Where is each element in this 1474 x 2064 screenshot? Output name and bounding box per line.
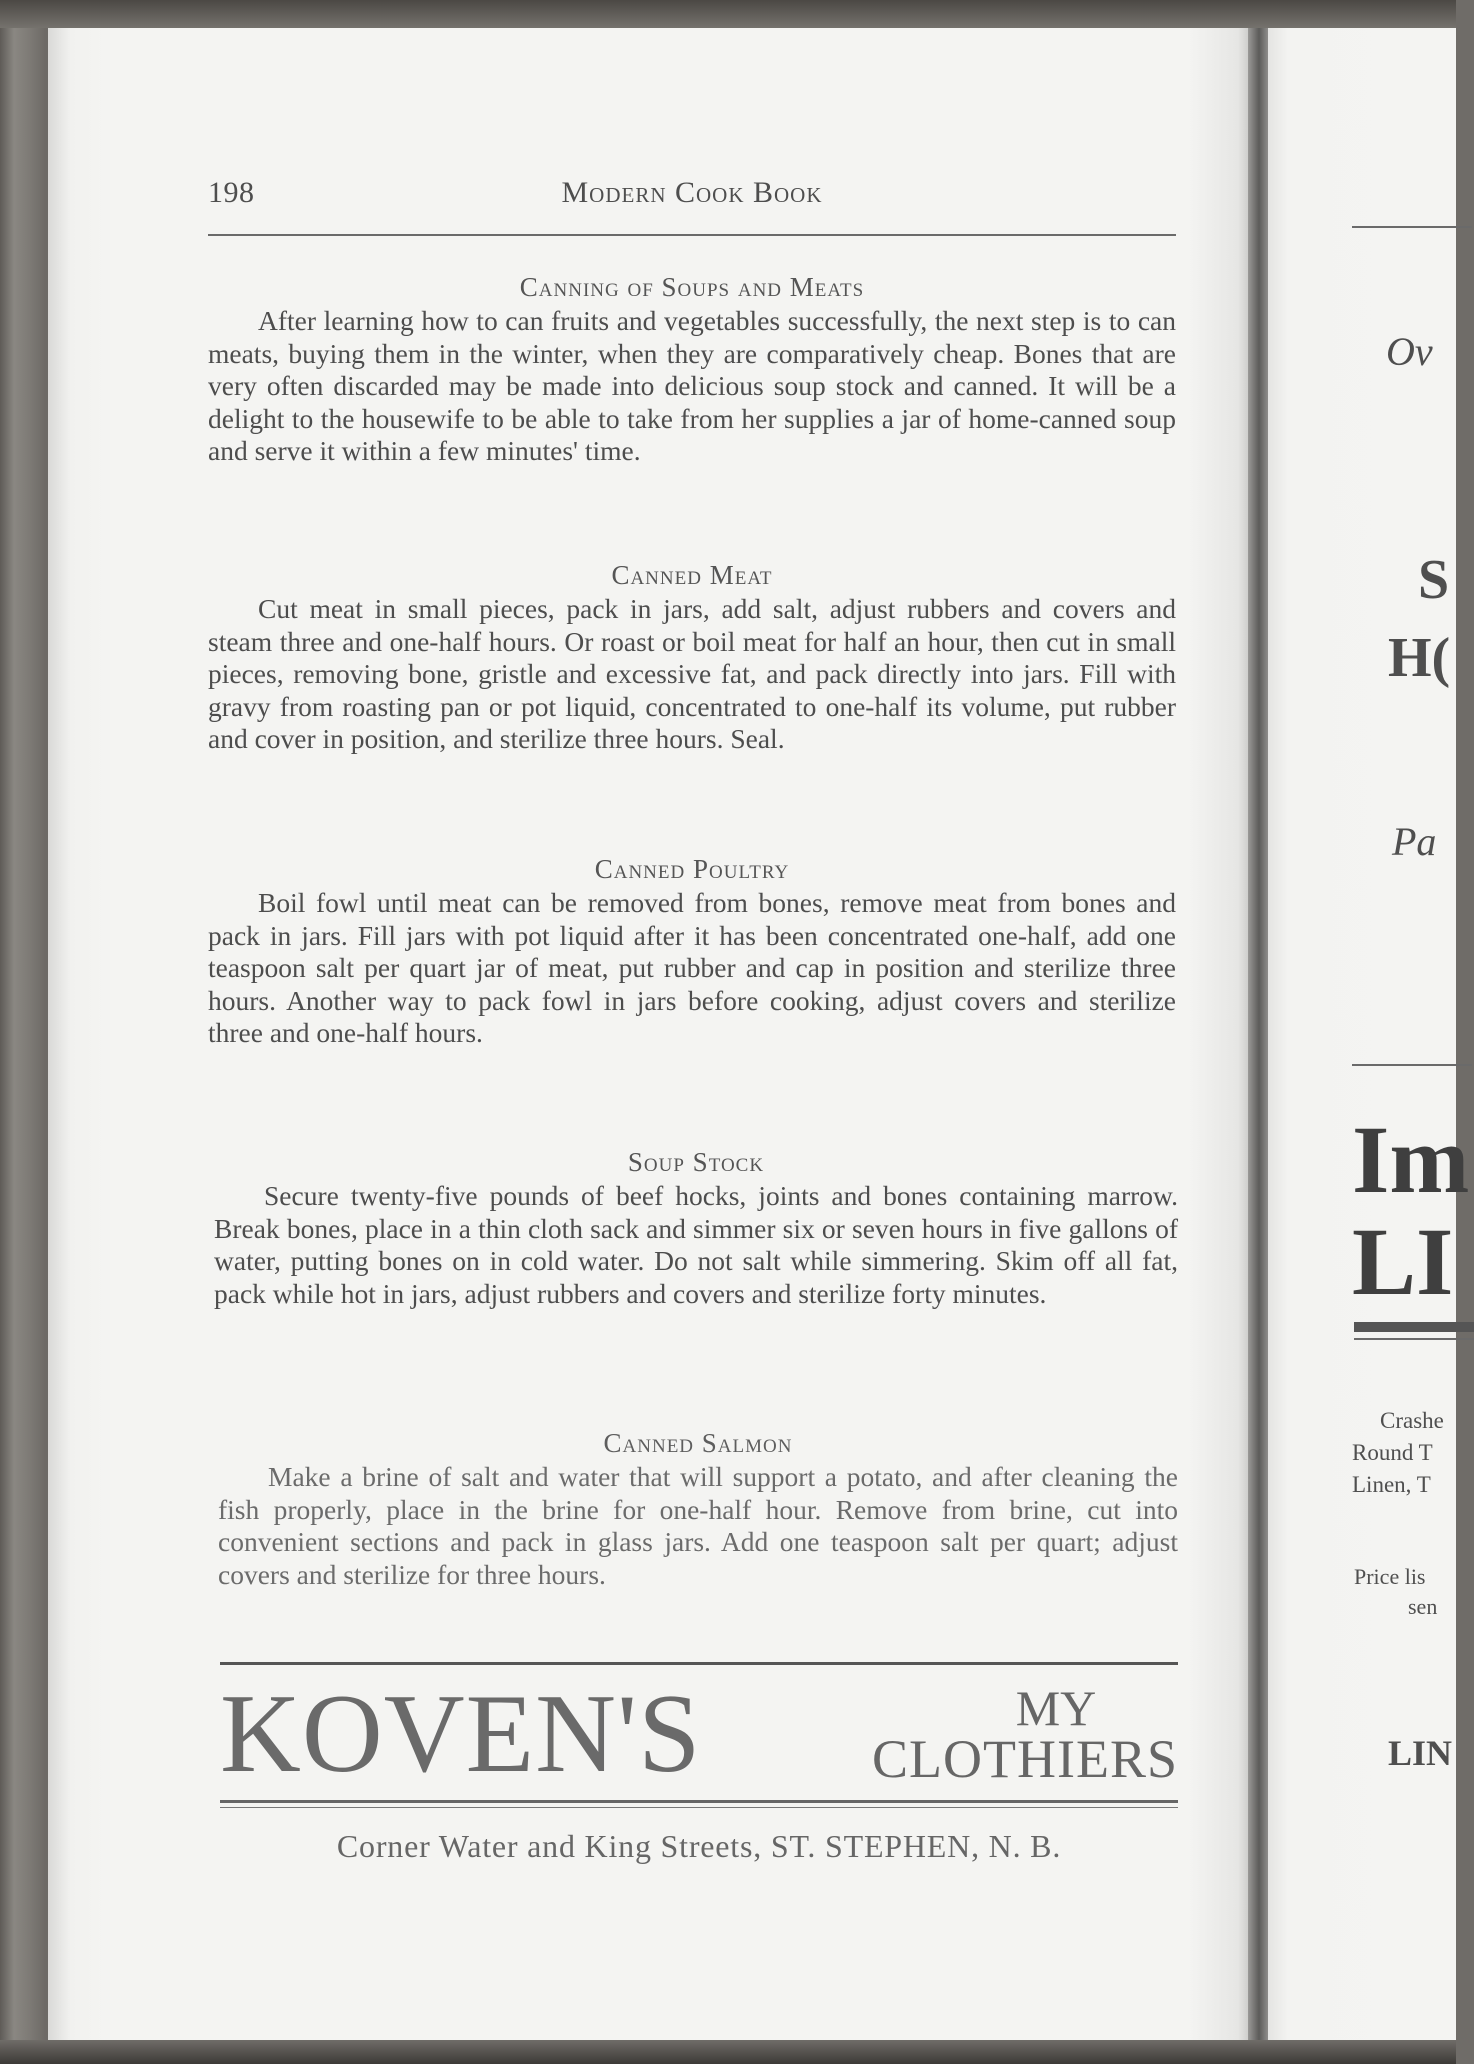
advertiser-tagline-top: MY (1015, 1680, 1097, 1736)
right-fragment-im: Im (1352, 1106, 1470, 1213)
advertiser-tagline-bottom: CLOTHIERS (872, 1729, 1178, 1789)
section-body: Make a brine of salt and water that will support a potato, and after cleaning the fish properly, place in the brine for one-half hour. Remove from brine, cut into convenient sections and pack in glass jars. Add one teaspoon salt per quart; adjust covers and sterilize for three hours. (218, 1461, 1178, 1590)
running-head (208, 176, 1176, 216)
section-soup-stock (214, 1147, 1178, 1310)
right-page-rule-mid (1352, 1064, 1472, 1066)
right-fragment-price: Price lis (1354, 1564, 1426, 1589)
advertiser-address: Corner Water and King Streets, ST. STEPHEN, N. B. (336, 1828, 1062, 1864)
right-fragment-h: H( (1388, 627, 1451, 689)
section-canned-salmon (218, 1428, 1178, 1591)
right-page-rule-top (1352, 226, 1472, 228)
advertisement-rule-bottom (220, 1800, 1178, 1803)
right-fragment-li: LI (1352, 1208, 1454, 1315)
section-heading: Canned Salmon (603, 1428, 793, 1458)
page-number: 198 (208, 176, 255, 209)
section-canned-meat (208, 560, 1176, 756)
section-body: After learning how to can fruits and vegetables successfully, the next step is to can meats, buying them in the winter, when they are comparatively cheap. Bones that are very often discarded may be made into delicious soup stock and canned. It will be a delight to the housewife to be able to take from her supplies a jar of home-canned soup and serve it within a few minutes' time. (208, 305, 1176, 467)
section-heading: Soup Stock (627, 1147, 765, 1177)
book-title: Modern Cook Book (561, 176, 823, 209)
section-heading: Canned Poultry (594, 854, 790, 884)
right-page (1268, 28, 1470, 2044)
right-fragment-linen: Linen, T (1352, 1472, 1431, 1497)
right-fragment-sen: sen (1408, 1594, 1438, 1619)
scan-bottom-edge (0, 2040, 1456, 2064)
right-fragment-pa: Pa (1392, 819, 1437, 864)
advertisement-rule-top (220, 1662, 1178, 1665)
right-fragment-round: Round T (1352, 1440, 1433, 1465)
advertiser-name: KOVEN'S (220, 1672, 702, 1796)
section-heading: Canned Meat (611, 560, 773, 590)
section-canning-soups-meats (208, 272, 1176, 468)
advertisement-rule-bottom-thin (220, 1807, 1178, 1808)
section-body: Boil fowl until meat can be removed from bones, remove meat from bones and pack in jars. Fill jars with pot liquid after it has been concentrated one-half, add one teaspoon salt per quart jar of meat, put rubber and cap in position and sterilize three hours. Another way to pack fowl in jars before cooking, adjust covers and sterilize three and one-half hours. (208, 887, 1176, 1049)
header-rule (208, 234, 1176, 236)
right-fragment-crashes: Crashe (1380, 1408, 1444, 1433)
scan-top-edge (0, 0, 1456, 28)
advertisement (220, 1672, 1178, 1798)
right-fragment-lin: LIN (1388, 1733, 1453, 1773)
right-fragment-ov: Ov (1386, 329, 1433, 374)
section-body: Cut meat in small pieces, pack in jars, add salt, adjust rubbers and covers and steam three and one-half hours. Or roast or boil meat for half an hour, then cut in small pieces, removing bone, gristle and excessive fat, and pack directly into jars. Fill with gravy from roasting pan or pot liquid, concentrated to one-half its volume, put rubber and cover in position, and sterilize three hours. Seal. (208, 593, 1176, 755)
right-page-thin-rule (1354, 1338, 1474, 1340)
right-fragment-s: S (1418, 549, 1450, 611)
section-body: Secure twenty-five pounds of beef hocks, joints and bones containing marrow. Break bones, place in a thin cloth sack and simmer six or seven hours in five gallons of water, putting bones on in cold water. Do not salt while simmering. Skim off all fat, pack while hot in jars, adjust rubbers and covers and sterilize forty minutes. (214, 1180, 1178, 1309)
book-gutter (1248, 28, 1268, 2044)
section-canned-poultry (208, 854, 1176, 1050)
section-heading: Canning of Soups and Meats (519, 272, 865, 302)
right-page-thick-rule (1354, 1322, 1474, 1332)
